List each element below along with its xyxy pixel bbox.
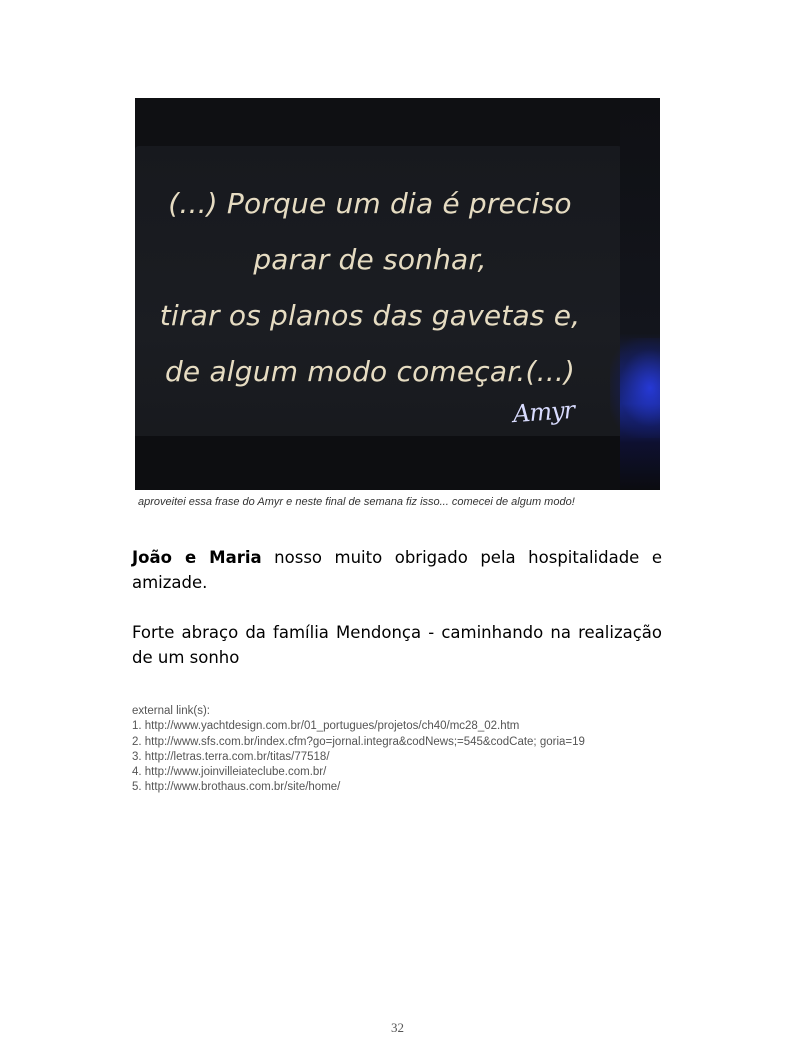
link-item[interactable]: 3. http://letras.terra.com.br/titas/77518/ [132, 750, 330, 763]
link-item[interactable]: 4. http://www.joinvilleiateclube.com.br/ [132, 766, 327, 779]
link-item[interactable]: 1. http://www.yachtdesign.com.br/01_portugues/projetos/ch40/mc28_02.htm [132, 720, 520, 733]
links-heading: external link(s): [132, 705, 210, 717]
external-links [132, 704, 585, 796]
link-item[interactable]: 2. http://www.sfs.com.br/index.cfm?go=jornal.integra&codNews;=545&codCate; goria=19 [132, 735, 585, 748]
quote-line: de algum modo começar.(...) [164, 355, 576, 388]
quote-photo [135, 98, 660, 490]
closing-paragraph: Forte abraço da família Mendonça - caminhando na realização de um sonho [132, 623, 662, 667]
quote-line: (...) Porque um dia é preciso [168, 187, 572, 220]
signature: Amyr [512, 395, 576, 429]
thanks-names: João e Maria [132, 548, 262, 567]
quote-line: tirar os planos das gavetas e, [159, 299, 581, 332]
blue-light [610, 338, 660, 438]
quote-text [135, 176, 605, 400]
link-item[interactable]: 5. http://www.brothaus.com.br/site/home/ [132, 781, 341, 794]
photo-bottom-band [135, 436, 660, 490]
thanks-paragraph [132, 545, 662, 595]
photo-caption: aproveitei essa frase do Amyr e neste final de semana fiz isso... comecei de algum modo! [138, 496, 575, 508]
page-number: 32 [391, 1020, 404, 1035]
thanks-text: nosso muito obrigado pela hospitalidade e amizade. [132, 548, 663, 592]
quote-line: parar de sonhar, [253, 243, 487, 276]
